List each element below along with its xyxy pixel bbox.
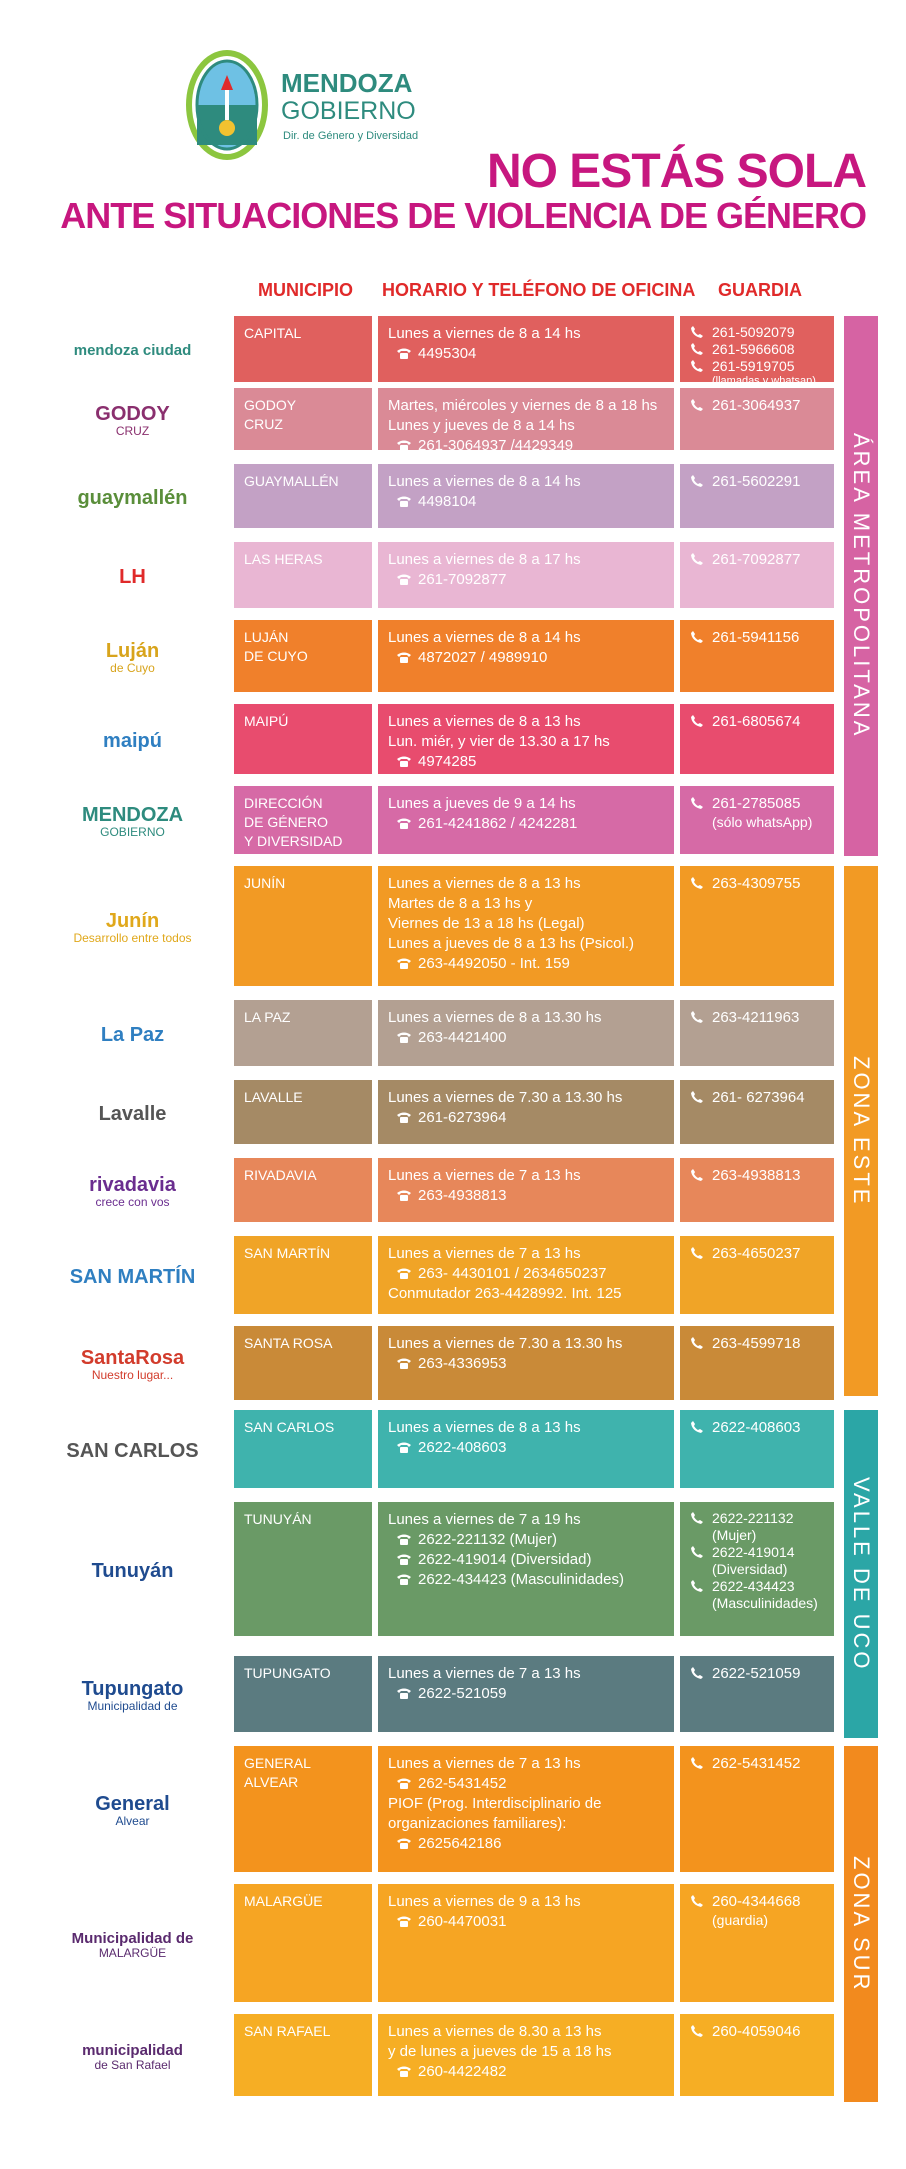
office-hours-cell: [378, 1326, 674, 1400]
municipio-cell: [234, 1502, 372, 1636]
guard-note: (guardia): [712, 1912, 769, 1928]
municipio-cell: [234, 1158, 372, 1222]
office-hours-text: Lunes a viernes de 7 a 19 hs: [388, 1511, 581, 1528]
municipality-logo: [50, 318, 215, 384]
office-hours-cell: [378, 1746, 674, 1872]
zone-label: ZONA SUR: [849, 1855, 874, 1993]
municipio-cell: [234, 866, 372, 986]
zone-band: [844, 1746, 878, 2102]
municipality-logo: [50, 868, 215, 988]
office-hours-cell: [378, 464, 674, 528]
guard-phone-icon: [690, 796, 704, 810]
municipio-name: LAVALLE: [244, 1089, 303, 1105]
headline-secondary: ANTE SITUACIONES DE VIOLENCIA DE GÉNERO: [60, 195, 866, 236]
guard-phone-icon: [690, 1168, 704, 1182]
office-hours-cell: [378, 786, 674, 854]
municipio-name: MAIPÚ: [244, 713, 289, 729]
municipio-name: ALVEAR: [244, 1774, 299, 1790]
office-hours-text: Lunes a jueves de 8 a 13 hs (Psicol.): [388, 935, 634, 952]
guard-phone-icon: [690, 1666, 704, 1680]
office-hours-text: Martes de 8 a 13 hs y: [388, 895, 533, 912]
office-phone-icon: [396, 1356, 412, 1370]
municipio-name: LAS HERAS: [244, 551, 323, 567]
office-hours-text: Lunes y jueves de 8 a 14 hs: [388, 417, 575, 434]
office-phone[interactable]: 2622-419014 (Diversidad): [388, 1550, 664, 1570]
office-hours-text: Lunes a jueves de 9 a 14 hs: [388, 795, 576, 812]
office-phone[interactable]: 261-7092877: [388, 570, 664, 590]
municipality-logo: [50, 544, 215, 610]
municipio-name: DIRECCIÓN: [244, 795, 323, 811]
municipio-name: Y DIVERSIDAD: [244, 833, 343, 849]
municipio-cell: [234, 1000, 372, 1066]
municipality-logo: [50, 1238, 215, 1316]
guard-phone-icon: [690, 1894, 704, 1908]
guard-phone-icon: [690, 714, 704, 728]
office-hours-cell: [378, 1502, 674, 1636]
guard-cell: [680, 316, 834, 387]
office-phone[interactable]: 4974285: [388, 752, 664, 772]
municipio-name: GODOY: [244, 397, 297, 413]
office-phone-icon: [396, 1188, 412, 1202]
guard-phone-icon: [690, 1090, 704, 1104]
municipio-cell: [234, 786, 372, 854]
guard-phone[interactable]: 261-3064937: [690, 396, 824, 416]
office-hours-cell: [378, 620, 674, 692]
guard-phone[interactable]: 262-5431452: [690, 1754, 824, 1774]
office-hours-text: y de lunes a jueves de 15 a 18 hs: [388, 2043, 612, 2060]
office-hours-text: Lunes a viernes de 7.30 a 13.30 hs: [388, 1089, 623, 1106]
municipio-cell: [234, 1080, 372, 1144]
gov-name: MENDOZA: [281, 68, 413, 98]
guard-cell: [680, 866, 834, 986]
logo-text: LH: [119, 565, 146, 588]
guard-phone[interactable]: 2622-408603: [690, 1418, 824, 1438]
zone-band: [844, 866, 878, 1396]
office-phone-icon: [396, 572, 412, 586]
municipio-name: CRUZ: [244, 416, 283, 432]
guard-phone[interactable]: 263-4938813: [690, 1166, 824, 1186]
municipality-logo: [50, 1748, 215, 1874]
headline-primary: NO ESTÁS SOLA: [486, 145, 866, 198]
office-hours-text: Lunes a viernes de 8.30 a 13 hs: [388, 2023, 602, 2040]
office-phone[interactable]: 261-3064937 /4429349: [388, 436, 664, 456]
guard-note: (Diversidad): [712, 1561, 788, 1577]
office-phone[interactable]: 2622-408603: [388, 1438, 664, 1458]
guard-phone[interactable]: 261- 6273964: [690, 1088, 824, 1108]
guard-cell: [680, 1000, 834, 1066]
office-hours-text: Lunes a viernes de 8 a 13 hs: [388, 1419, 581, 1436]
office-phone[interactable]: 262-5431452: [388, 1774, 664, 1794]
logo-subtext: MALARGÜE: [98, 1945, 167, 1960]
office-phone[interactable]: 263- 4430101 / 2634650237: [388, 1264, 664, 1284]
municipio-name: SAN MARTÍN: [244, 1245, 331, 1261]
office-hours-text: Lunes a viernes de 7 a 13 hs: [388, 1665, 581, 1682]
office-phone-icon: [396, 1836, 412, 1850]
municipality-logo: [50, 1886, 215, 2004]
municipio-cell: [234, 1884, 372, 2002]
municipio-name: GENERAL: [244, 1755, 311, 1771]
office-phone[interactable]: 2622-521059: [388, 1684, 664, 1704]
office-hours-cell: [378, 316, 674, 382]
guard-cell: [680, 704, 834, 774]
logo-text: Municipalidad de: [71, 1929, 194, 1947]
guard-phone-icon: [690, 1010, 704, 1024]
office-phone-icon: [396, 650, 412, 664]
logo-text: rivadavia: [89, 1174, 176, 1197]
guard-phone[interactable]: 261-5092079: [690, 324, 824, 341]
guard-phone[interactable]: 261-5919705: [690, 358, 824, 375]
mendoza-seal-icon: [185, 50, 269, 160]
guard-phone[interactable]: 261-5966608: [690, 341, 824, 358]
office-phone[interactable]: 4495304: [388, 344, 664, 364]
guard-phone-icon: [690, 630, 704, 644]
gov-subtitle: GOBIERNO: [281, 97, 416, 125]
office-phone-icon: [396, 1266, 412, 1280]
office-phone[interactable]: 2625642186: [388, 1834, 664, 1854]
logo-subtext: Nuestro lugar...: [91, 1368, 174, 1383]
municipality-logo: [50, 1658, 215, 1734]
office-hours-text: Lunes a viernes de 9 a 13 hs: [388, 1893, 581, 1910]
office-phone[interactable]: 263-4492050 - Int. 159: [388, 954, 664, 974]
logo-subtext: Municipalidad de: [87, 1699, 178, 1714]
office-phone-icon: [396, 1030, 412, 1044]
municipality-logo: [50, 1160, 215, 1224]
logo-text: Tupungato: [81, 1678, 184, 1701]
logo-text: SantaRosa: [80, 1347, 185, 1370]
office-phone[interactable]: 2622-434423 (Masculinidades): [388, 1570, 664, 1590]
zone-label: ZONA ESTE: [849, 1055, 874, 1207]
logo-subtext: Alvear: [115, 1814, 150, 1829]
municipality-logo: [50, 622, 215, 694]
office-hours-cell: [378, 866, 674, 986]
zone-band: [844, 316, 878, 856]
office-hours-text: Lunes a viernes de 8 a 17 hs: [388, 551, 581, 568]
municipality-logo: [50, 1002, 215, 1068]
office-phone[interactable]: 4872027 / 4989910: [388, 648, 664, 668]
logo-subtext: de San Rafael: [94, 2057, 171, 2072]
logo-text: MENDOZA: [81, 804, 184, 827]
office-phone-icon: [396, 754, 412, 768]
guard-note: (sólo whatsApp): [712, 814, 813, 830]
office-phone[interactable]: 260-4470031: [388, 1912, 664, 1932]
municipio-cell: [234, 464, 372, 528]
office-hours-text: Viernes de 13 a 18 hs (Legal): [388, 915, 585, 932]
guard-phone[interactable]: 261-5941156: [690, 628, 824, 648]
guard-phone[interactable]: 263-4650237: [690, 1244, 824, 1264]
office-hours-text: Conmutador 263-4428992. Int. 125: [388, 1285, 622, 1302]
logo-text: Luján: [105, 640, 160, 663]
logo-text: guaymallén: [77, 486, 188, 509]
guard-phone-icon: [690, 552, 704, 566]
guard-phone-icon: [690, 359, 704, 373]
office-phone-icon: [396, 2064, 412, 2078]
guard-cell: [680, 2014, 834, 2096]
office-hours-text: Lunes a viernes de 7 a 13 hs: [388, 1755, 581, 1772]
municipio-name: DE CUYO: [244, 648, 308, 664]
logo-text: municipalidad: [82, 2041, 183, 2059]
municipio-name: TUPUNGATO: [244, 1665, 331, 1681]
municipio-name: CAPITAL: [244, 325, 302, 341]
logo-text: GODOY: [95, 403, 170, 426]
guard-phone[interactable]: 261-5602291: [690, 472, 824, 492]
municipio-cell: [234, 704, 372, 774]
office-hours-cell: [378, 2014, 674, 2096]
logo-text: Tunuyán: [91, 1559, 174, 1582]
guard-cell: [680, 1326, 834, 1400]
office-phone-icon: [396, 1552, 412, 1566]
guard-note: (Mujer): [712, 1527, 757, 1543]
municipality-logo: [50, 2016, 215, 2098]
office-phone-icon: [396, 1914, 412, 1928]
logo-subtext: crece con vos: [95, 1195, 170, 1210]
guard-note: (Masculinidades): [712, 1595, 818, 1611]
logo-text: maipú: [103, 729, 162, 752]
guard-phone[interactable]: 261-7092877: [690, 550, 824, 570]
office-hours-cell: [378, 1656, 674, 1732]
municipio-cell: [234, 620, 372, 692]
municipality-logo: [50, 1328, 215, 1402]
guard-cell: [680, 1502, 834, 1636]
guard-phone[interactable]: 263-4211963: [690, 1008, 824, 1028]
guard-phone[interactable]: 2622-419014: [690, 1544, 824, 1561]
office-hours-cell: [378, 1158, 674, 1222]
guard-phone-icon: [690, 1246, 704, 1260]
office-phone-icon: [396, 438, 412, 452]
municipio-name: SAN RAFAEL: [244, 2023, 331, 2039]
guard-phone-icon: [690, 342, 704, 356]
zone-label: ÁREA METROPOLITANA: [849, 433, 874, 739]
guard-phone[interactable]: 2622-221132: [690, 1510, 824, 1527]
guard-cell: [680, 1410, 834, 1488]
guard-phone-icon: [690, 474, 704, 488]
guard-phone[interactable]: 261-2785085: [690, 794, 824, 814]
office-phone-icon: [396, 956, 412, 970]
logo-text: La Paz: [100, 1023, 165, 1046]
office-phone[interactable]: 263-4336953: [388, 1354, 664, 1374]
logo-text: SAN CARLOS: [66, 1439, 199, 1462]
office-hours-cell: [378, 1080, 674, 1144]
guard-cell: [680, 1158, 834, 1222]
municipio-cell: [234, 1326, 372, 1400]
office-hours-text: organizaciones familiares):: [388, 1815, 567, 1832]
office-hours-cell: [378, 1884, 674, 2002]
office-phone-icon: [396, 1110, 412, 1124]
office-hours-text: Lunes a viernes de 8 a 14 hs: [388, 325, 581, 342]
guard-cell: [680, 464, 834, 528]
guard-phone-icon: [690, 398, 704, 412]
office-phone[interactable]: 261-6273964: [388, 1108, 664, 1128]
municipio-cell: [234, 1410, 372, 1488]
municipio-name: SANTA ROSA: [244, 1335, 333, 1351]
office-phone-icon: [396, 816, 412, 830]
municipio-cell: [234, 1656, 372, 1732]
office-phone-icon: [396, 1440, 412, 1454]
guard-phone-icon: [690, 1545, 704, 1559]
office-phone-icon: [396, 494, 412, 508]
guard-phone-icon: [690, 1511, 704, 1525]
zone-label: VALLE DE UCO: [849, 1476, 874, 1672]
office-hours-text: Lunes a viernes de 8 a 14 hs: [388, 629, 581, 646]
guard-phone[interactable]: 263-4309755: [690, 874, 824, 894]
office-hours-text: Lunes a viernes de 7.30 a 13.30 hs: [388, 1335, 623, 1352]
office-hours-cell: [378, 542, 674, 608]
municipality-logo: [50, 1504, 215, 1638]
logo-text: General: [95, 1793, 170, 1816]
guard-phone-icon: [690, 876, 704, 890]
guard-phone[interactable]: 260-4344668: [690, 1892, 824, 1912]
guard-phone[interactable]: 2622-434423: [690, 1578, 824, 1595]
office-hours-text: Lunes a viernes de 8 a 13.30 hs: [388, 1009, 602, 1026]
zone-band: [844, 1410, 878, 1738]
logo-text: Junín: [105, 910, 160, 933]
office-hours-text: Lunes a viernes de 7 a 13 hs: [388, 1167, 581, 1184]
office-phone[interactable]: 263-4938813: [388, 1186, 664, 1206]
logo-text: SAN MARTÍN: [69, 1265, 196, 1288]
office-hours-cell: [378, 1236, 674, 1314]
municipio-cell: [234, 388, 372, 450]
office-hours-cell: [378, 704, 674, 774]
office-hours-text: Lunes a viernes de 7 a 13 hs: [388, 1245, 581, 1262]
office-hours-text: Lunes a viernes de 8 a 13 hs: [388, 713, 581, 730]
mendoza-gobierno-logo: [185, 50, 425, 160]
guard-cell: [680, 1746, 834, 1872]
guard-cell: [680, 1656, 834, 1732]
guard-phone-icon: [690, 2024, 704, 2038]
office-phone[interactable]: 2622-221132 (Mujer): [388, 1530, 664, 1550]
gov-direction: Dir. de Género y Diversidad: [283, 130, 419, 142]
municipio-cell: [234, 542, 372, 608]
municipio-name: LUJÁN: [244, 629, 289, 645]
office-phone[interactable]: 263-4421400: [388, 1028, 664, 1048]
office-hours-cell: [378, 1410, 674, 1488]
guard-phone-icon: [690, 1420, 704, 1434]
column-header-municipio: MUNICIPIO: [258, 280, 354, 300]
office-phone-icon: [396, 1532, 412, 1546]
logo-text: mendoza ciudad: [73, 342, 192, 360]
guard-cell: [680, 786, 834, 854]
guard-cell: [680, 542, 834, 608]
guard-phone[interactable]: 263-4599718: [690, 1334, 824, 1354]
office-hours-cell: [378, 388, 674, 454]
office-hours-text: Lunes a viernes de 8 a 14 hs: [388, 473, 581, 490]
municipio-cell: [234, 316, 372, 382]
municipio-name: JUNÍN: [244, 875, 286, 891]
municipio-name: RIVADAVIA: [244, 1167, 317, 1183]
municipio-name: MALARGÜE: [244, 1893, 323, 1909]
municipio-name: DE GÉNERO: [244, 814, 329, 830]
guard-phone-icon: [690, 1579, 704, 1593]
logo-subtext: de Cuyo: [110, 661, 155, 676]
office-hours-text: Martes, miércoles y viernes de 8 a 18 hs: [388, 397, 658, 414]
office-phone[interactable]: 4498104: [388, 492, 664, 512]
municipio-cell: [234, 1746, 372, 1872]
logo-subtext: Desarrollo entre todos: [73, 931, 192, 946]
municipio-cell: [234, 1236, 372, 1314]
guard-cell: [680, 1080, 834, 1144]
guard-cell: [680, 1236, 834, 1314]
municipio-name: SAN CARLOS: [244, 1419, 335, 1435]
logo-text: Lavalle: [98, 1102, 167, 1125]
guard-cell: [680, 388, 834, 450]
municipio-name: GUAYMALLÉN: [244, 473, 339, 489]
municipality-logo: [50, 1412, 215, 1490]
office-hours-text: Lun. miér, y vier de 13.30 a 17 hs: [388, 733, 610, 750]
guard-note: (llamadas y whatsap): [712, 375, 816, 387]
office-phone-icon: [396, 1776, 412, 1790]
logo-subtext: GOBIERNO: [100, 825, 165, 840]
office-phone-icon: [396, 346, 412, 360]
guard-phone[interactable]: 261-6805674: [690, 712, 824, 732]
guard-phone[interactable]: 2622-521059: [690, 1664, 824, 1684]
municipality-logo: [50, 466, 215, 530]
office-hours-text: PIOF (Prog. Interdisciplinario de: [388, 1795, 602, 1812]
municipio-name: TUNUYÁN: [244, 1511, 312, 1527]
guard-cell: [680, 1884, 834, 2002]
office-hours-cell: [378, 1000, 674, 1066]
municipio-name: LA PAZ: [244, 1009, 291, 1025]
guard-cell: [680, 620, 834, 692]
municipality-logo: [50, 706, 215, 776]
municipality-logo: [50, 788, 215, 856]
guard-phone-icon: [690, 1756, 704, 1770]
municipio-cell: [234, 2014, 372, 2096]
column-header-horario: HORARIO Y TELÉFONO DE OFICINA: [382, 280, 696, 300]
office-phone[interactable]: 260-4422482: [388, 2062, 664, 2082]
column-header-guardia: GUARDIA: [718, 280, 802, 300]
logo-subtext: CRUZ: [115, 424, 150, 439]
guard-phone-icon: [690, 1336, 704, 1350]
office-hours-text: Lunes a viernes de 8 a 13 hs: [388, 875, 581, 892]
municipality-logo: [50, 1082, 215, 1146]
office-phone-icon: [396, 1572, 412, 1586]
office-phone[interactable]: 261-4241862 / 4242281: [388, 814, 664, 834]
guard-phone-icon: [690, 325, 704, 339]
municipality-logo: [50, 390, 215, 452]
office-phone-icon: [396, 1686, 412, 1700]
guard-phone[interactable]: 260-4059046: [690, 2022, 824, 2042]
